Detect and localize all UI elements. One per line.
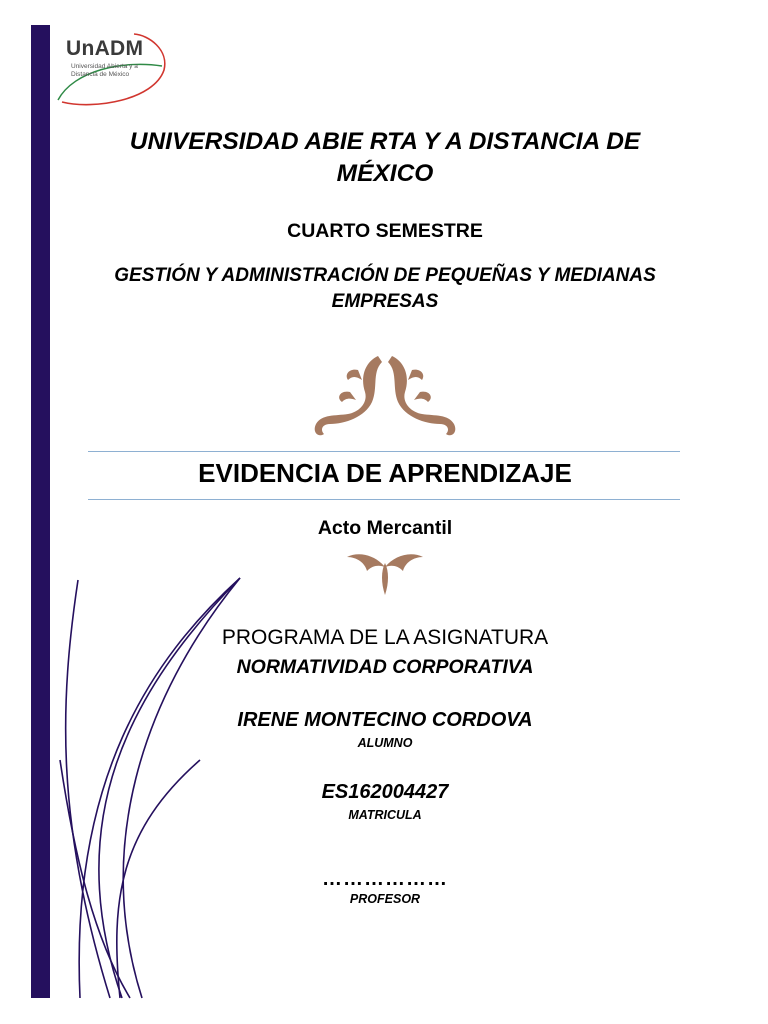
program-label: PROGRAMA DE LA ASIGNATURA bbox=[221, 626, 549, 649]
side-bar bbox=[31, 25, 50, 998]
small-floral-ornament-icon bbox=[345, 545, 425, 597]
unadm-logo bbox=[54, 30, 169, 106]
university-name: UNIVERSIDAD ABIE RTA Y A DISTANCIA DE MÉXICO bbox=[129, 128, 641, 187]
semester: CUARTO SEMESTRE bbox=[287, 220, 483, 242]
logo-subtitle: Universidad Abierta y a Distancia de México bbox=[71, 63, 138, 78]
divider-top bbox=[88, 451, 680, 452]
assignment-title: EVIDENCIA DE APRENDIZAJE bbox=[198, 458, 572, 488]
student-label: ALUMNO bbox=[357, 736, 413, 750]
teacher-label: PROFESOR bbox=[349, 892, 421, 906]
student-name: IRENE MONTECINO CORDOVA bbox=[237, 709, 533, 731]
course-name: GESTIÓN Y ADMINISTRACIÓN DE PEQUEÑAS Y MEDIANAS EMPRESAS bbox=[114, 265, 656, 312]
teacher-name: ……………… bbox=[322, 868, 448, 890]
floral-ornament-icon bbox=[310, 352, 460, 438]
divider-bottom bbox=[88, 499, 680, 500]
student-id-label: MATRICULA bbox=[348, 808, 422, 822]
logo-wordmark: UnADM bbox=[66, 37, 144, 60]
activity-name: Acto Mercantil bbox=[317, 517, 453, 539]
student-id: ES162004427 bbox=[321, 781, 449, 803]
subject-name: NORMATIVIDAD CORPORATIVA bbox=[236, 656, 534, 678]
